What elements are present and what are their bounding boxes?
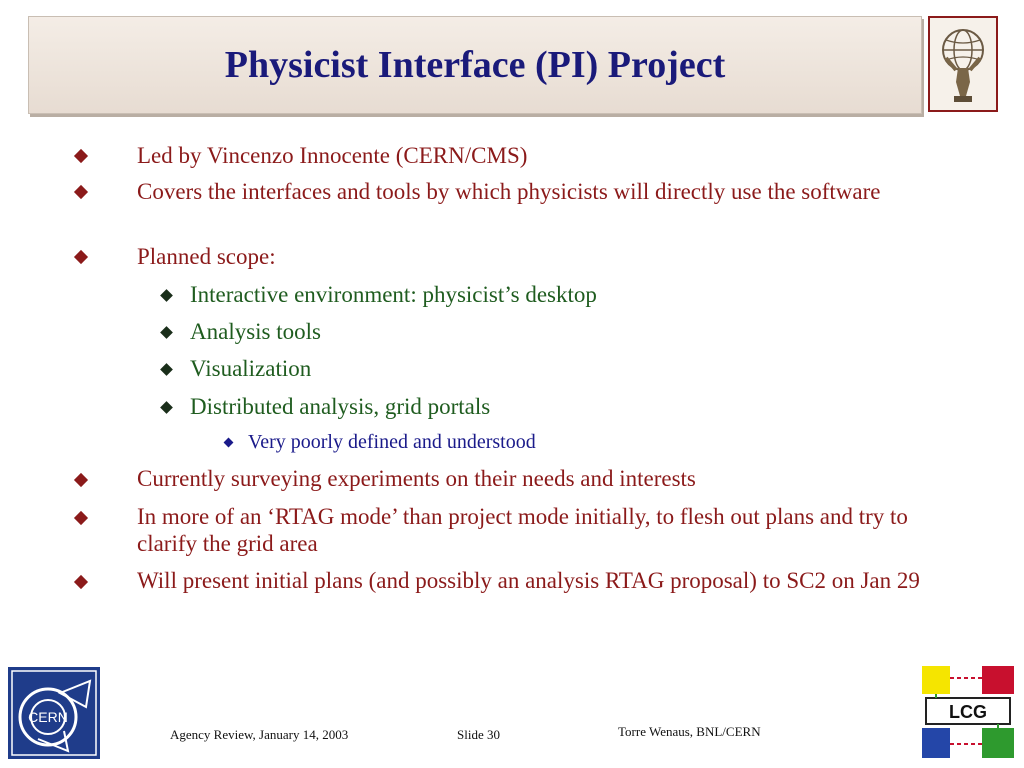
cern-logo	[8, 667, 100, 759]
footer-author: Torre Wenaus, BNL/CERN	[618, 724, 761, 739]
bullet-diamond-icon	[74, 511, 88, 525]
bullet-item: Currently surveying experiments on their needs and interests	[137, 466, 696, 491]
sub-bullet-diamond-icon	[160, 326, 173, 339]
footer-slide-number: Slide 30	[457, 727, 500, 742]
sub-bullet-item: Distributed analysis, grid portals	[190, 394, 491, 419]
slide-title: Physicist Interface (PI) Project	[224, 44, 726, 86]
lcg-grid-icon	[920, 664, 1016, 760]
sub-bullet-item: Analysis tools	[190, 319, 321, 344]
bullet-item: Covers the interfaces and tools by which physicists will directly use the software	[137, 179, 881, 204]
sub-sub-bullet-diamond-icon	[224, 438, 234, 448]
lcg-logo-text: LCG	[949, 702, 987, 722]
bullet-diamond-icon	[74, 185, 88, 199]
bullet-item: Led by Vincenzo Innocente (CERN/CMS)	[137, 143, 528, 168]
bullet-item: Planned scope:	[137, 244, 276, 269]
sub-bullet-diamond-icon	[160, 401, 173, 414]
bullet-item: In more of an ‘RTAG mode’ than project mode initially, to flesh out plans and try to clarify the grid area	[137, 504, 908, 556]
cern-logo-text: CERN	[28, 709, 68, 725]
sub-bullet-item: Visualization	[190, 356, 312, 381]
sub-bullet-diamond-icon	[160, 289, 173, 302]
footer-event: Agency Review, January 14, 2003	[170, 727, 349, 742]
bullet-diamond-icon	[74, 575, 88, 589]
bullet-diamond-icon	[74, 473, 88, 487]
sub-bullet-item: Interactive environment: physicist’s desktop	[190, 282, 597, 307]
atlas-logo	[928, 16, 998, 112]
bullet-diamond-icon	[74, 250, 88, 264]
sub-sub-bullet-item: Very poorly defined and understood	[248, 431, 536, 453]
lcg-logo	[920, 664, 1016, 760]
bullet-diamond-icon	[74, 149, 88, 163]
cern-emblem-icon	[8, 667, 100, 759]
atlas-figure-icon	[932, 20, 994, 108]
title-bar	[28, 16, 922, 114]
sub-bullet-diamond-icon	[160, 363, 173, 376]
bullet-item: Will present initial plans (and possibly an analysis RTAG proposal) to SC2 on Jan 29	[137, 568, 920, 593]
